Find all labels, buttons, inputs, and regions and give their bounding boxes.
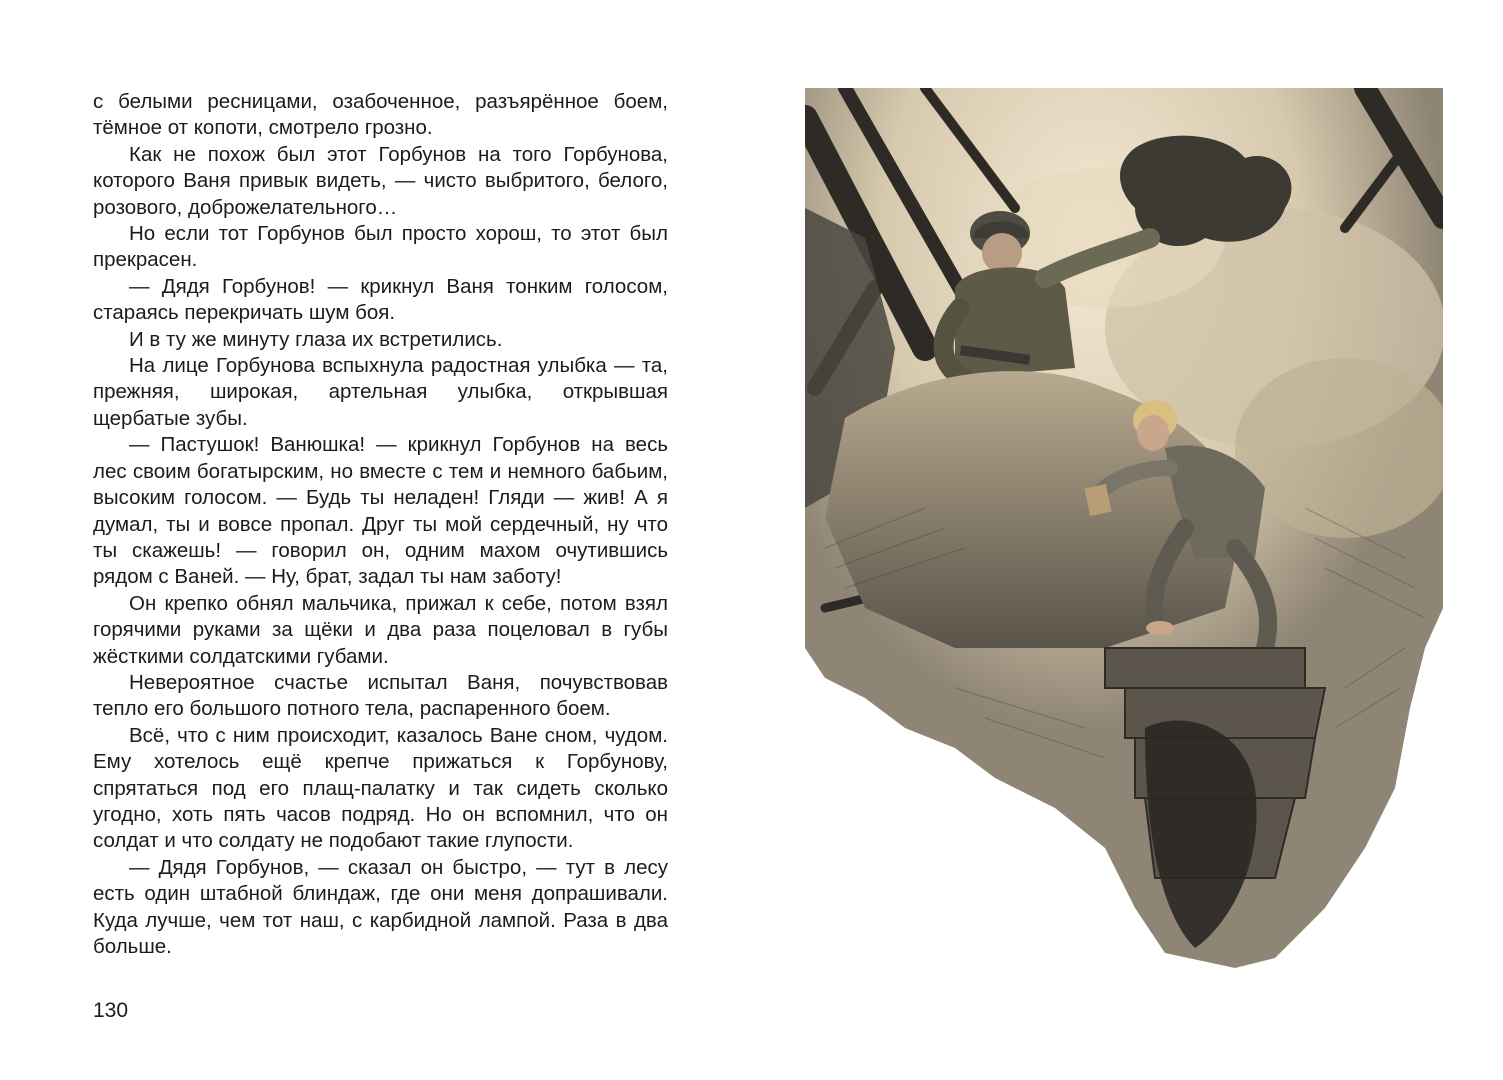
paragraph: Он крепко обнял мальчика, прижал к себе, потом взял горячими руками за щёки и два раза поцеловал в губы жёсткими солдатскими губами. (93, 591, 668, 668)
illustration (805, 88, 1443, 968)
paragraph: — Дядя Горбунов, — сказал он быстро, — тут в лесу есть один штабной блиндаж, где они меня допрашивали. Куда лучше, чем тот наш, с карбидной лампой. Раза в два больше. (93, 855, 668, 958)
paragraph: На лице Горбунова вспыхнула радостная улыбка — та, прежняя, широкая, артельная улыбка, открывшая щербатые зубы. (93, 354, 668, 430)
paragraph: Всё, что с ним происходит, казалось Ване сном, чудом. Ему хотелось ещё крепче прижаться к Горбунову, спрятаться под его плащ-палатку и так сидеть сколько угодно, хоть пять часов подряд. Но он вспомнил, что он солдат и что солдату не подобают такие глупости. (93, 723, 668, 853)
paragraph: Как не похож был этот Горбунов на того Горбунова, которого Ваня привык видеть, — чисто выбритого, белого, розового, доброжелательного… (93, 142, 668, 219)
text-column (93, 89, 668, 960)
illustration-drawing (805, 88, 1443, 968)
paragraph: Но если тот Горбунов был просто хорош, то этот был прекрасен. (93, 222, 668, 272)
paragraph: — Дядя Горбунов! — крикнул Ваня тонким голосом, стараясь перекричать шум боя. (93, 274, 668, 325)
paragraph: Невероятное счастье испытал Ваня, почувствовав тепло его большого потного тела, распаренного боем. (93, 670, 668, 721)
paragraph: И в ту же минуту глаза их встретились. (129, 327, 503, 351)
paragraph: — Пастушок! Ванюшка! — крикнул Горбунов на весь лес своим богатырским, но вместе с тем и немного бабьим, высоким голосом. — Будь ты неладен! Гляди — жив! А я думал, ты и вовсе пропал. Друг ты мой сердечный, ну что ты скажешь! — говорил он, одним махом очутившись рядом с Ваней. — Ну, брат, задал ты нам заботу! (93, 433, 668, 589)
page-number: 130 (93, 999, 129, 1022)
paragraph: с белыми ресницами, озабоченное, разъярённое боем, тёмное от копоти, смотрело грозно. (93, 90, 668, 140)
